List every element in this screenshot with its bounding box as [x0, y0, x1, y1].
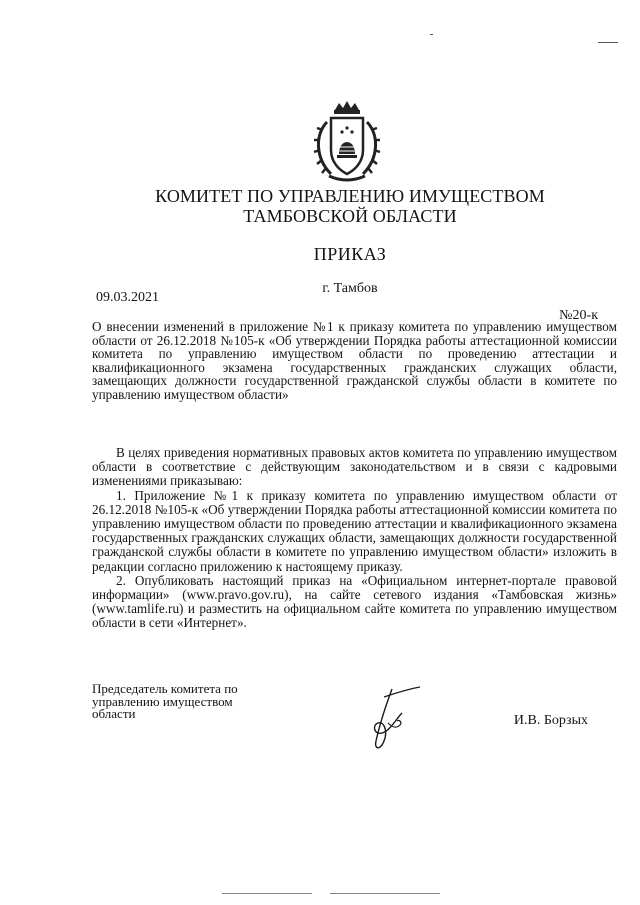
scan-artifact-bottom-right: [330, 893, 440, 894]
body-paragraph-2: 2. Опубликовать настоящий приказ на «Официальном интернет-портале правовой информации» (www.pravo.gov.ru), на сайте сетевого издания «Тамбовская жизнь» (www.tamlife.ru) и разместить на официальном сайте комитета по управлению имуществом области в сети «Интернет».: [92, 572, 617, 631]
org-title-line-2: ТАМБОВСКОЙ ОБЛАСТИ: [243, 206, 457, 226]
scan-artifact-top-right: [598, 42, 618, 43]
scan-artifact-bottom: [222, 893, 312, 894]
handwritten-signature-icon: [362, 683, 422, 753]
document-date: 09.03.2021: [96, 290, 159, 305]
coat-of-arms-icon: [309, 100, 385, 184]
signer-position-line-3: области: [92, 706, 136, 721]
document-number: №20-к: [559, 308, 598, 323]
signer-position-line-2: управлению имуществом: [92, 693, 233, 709]
signer-position-line-1: Председатель комитета по: [92, 681, 238, 696]
signer-name: И.В. Борзых: [513, 713, 588, 728]
document-body: [92, 446, 617, 631]
document-subject: О внесении изменений в приложение №1 к приказу комитета по управлению имуществом области от 26.12.2018 №105-к «Об утверждении Порядка работы аттестационной комиссии комитета по управлению имуществом области по проведению аттестации и квалификационного экзамена государственных гражданских служащих области, замещающих должности государственной гражданской службы области в комитете по управлению имуществом области»: [92, 319, 617, 402]
body-paragraph-1: 1. Приложение №1 к приказу комитета по управлению имуществом области от 26.12.2018 №105-к «Об утверждении Порядка работы аттестационной комиссии комитета по управлению имуществом области по проведению аттестации и квалификационного экзамена государственных гражданских служащих области, замещающих должности государственной гражданской службы области в комитете по управлению имуществом области» изложить в редакции согласно приложению к настоящему приказу.: [92, 487, 617, 574]
body-paragraph-intro: В целях приведения нормативных правовых актов комитета по управлению имуществом области в соответствие с действующим законодательством и в связи с кадровыми изменениями приказываю:: [92, 445, 617, 489]
organization-title: [80, 186, 620, 226]
scan-artifact-top: [430, 34, 433, 35]
org-title-line-1: КОМИТЕТ ПО УПРАВЛЕНИЮ ИМУЩЕСТВОМ: [155, 186, 545, 206]
signer-position: [92, 683, 292, 721]
city: г. Тамбов: [322, 281, 378, 296]
document-type-title: ПРИКАЗ: [313, 244, 387, 264]
